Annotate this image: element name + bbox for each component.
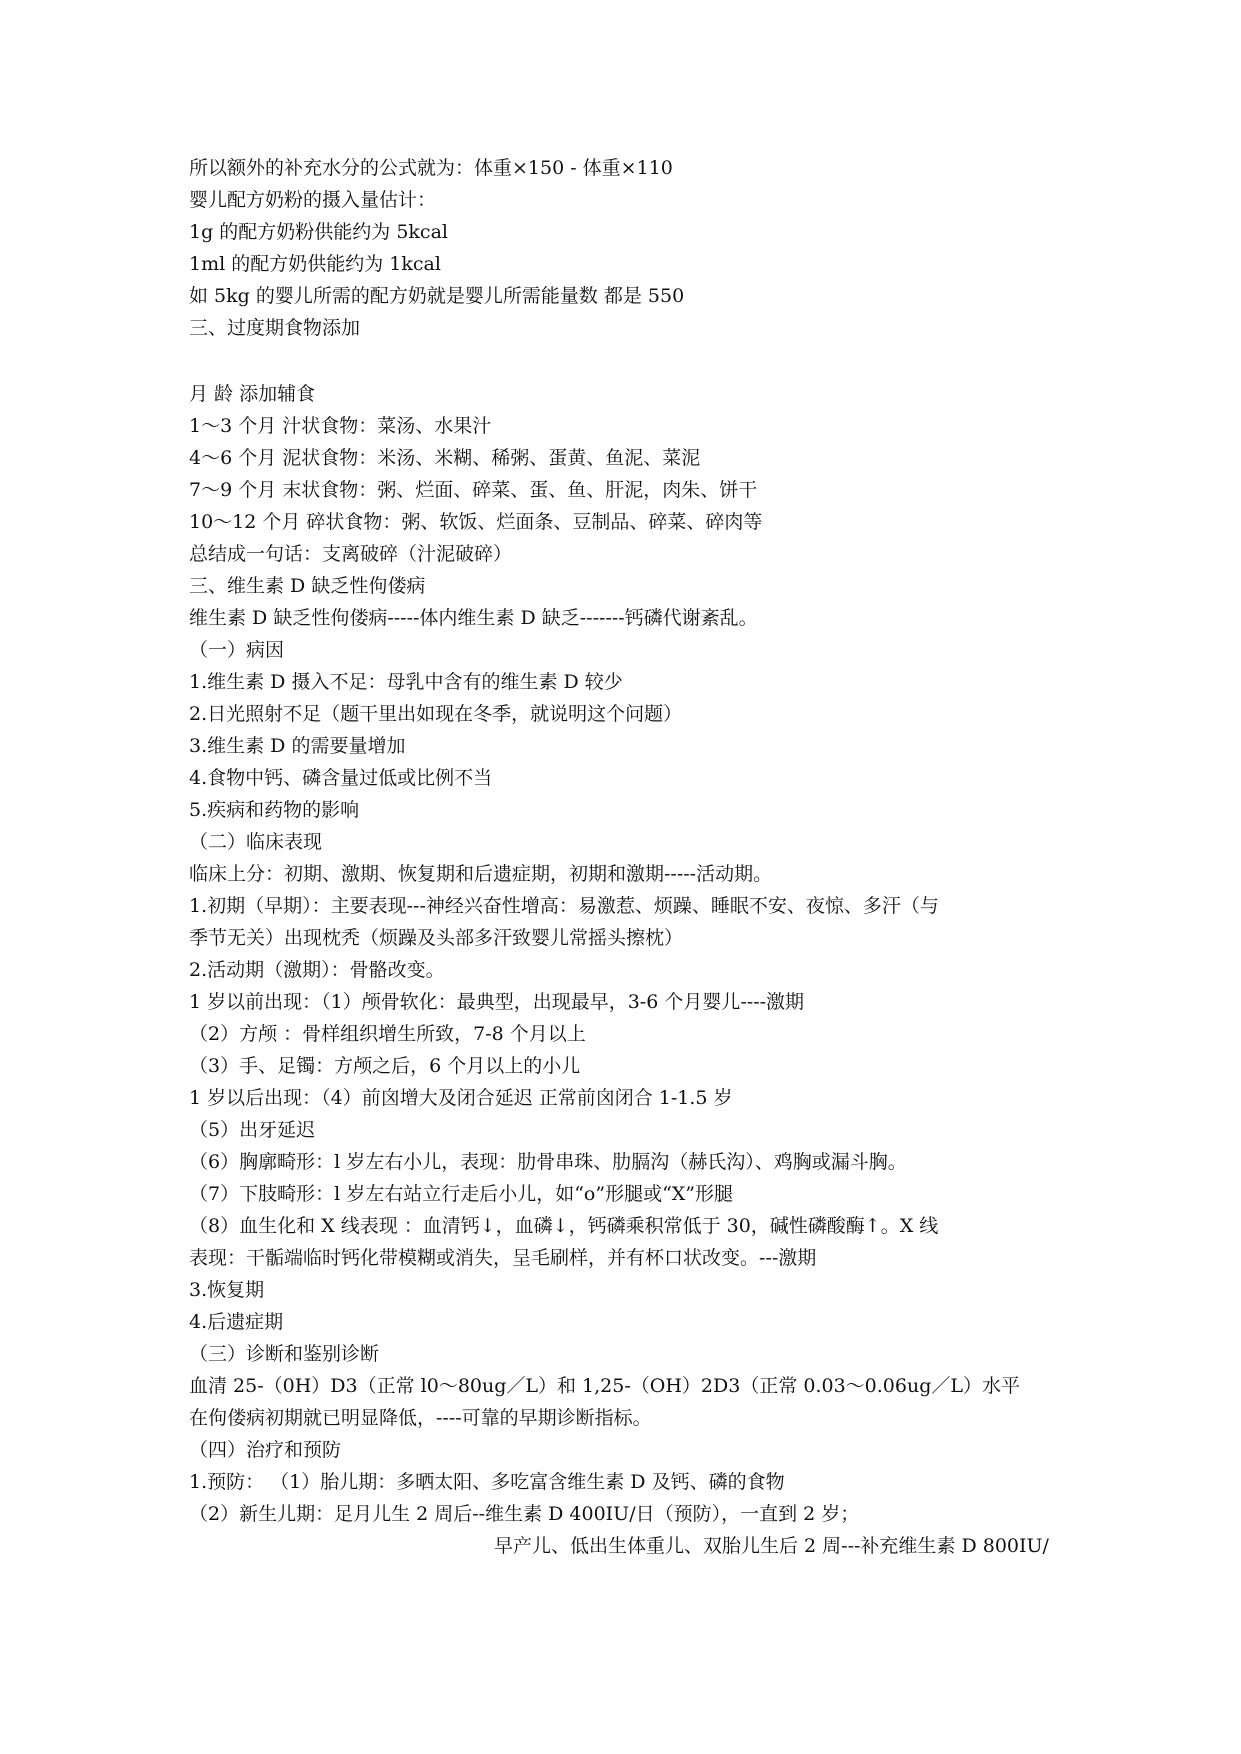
text-line: 1.初期（早期）：主要表现---神经兴奋性增高：易激惹、烦躁、睡眠不安、夜惊、多汗（与 [189, 895, 939, 917]
text-line: （8）血生化和 X 线表现 ：血清钙↓，血磷↓，钙磷乘积常低于 30，碱性磷酸酶↑。X 线 [189, 1215, 939, 1237]
text-line: 1ml 的配方奶供能约为 1kcal [189, 253, 441, 275]
text-line: 2.日光照射不足（题干里出如现在冬季，就说明这个问题） [189, 703, 683, 725]
text-line: 血清 25-（0H）D3（正常 l0～80ug／L）和 1,25-（OH）2D3（正常 0.03～0.06ug／L）水平 [189, 1375, 1021, 1397]
text-line: 4.食物中钙、磷含量过低或比例不当 [189, 767, 493, 789]
subsection-heading: （三）诊断和鉴别诊断 [189, 1343, 380, 1365]
text-line: （7）下肢畸形：l 岁左右站立行走后小儿，如“o”形腿或“X”形腿 [189, 1183, 734, 1205]
text-line: 如 5kg 的婴儿所需的配方奶就是婴儿所需能量数 都是 550 [189, 285, 685, 307]
text-line: 1～3 个月 汁状食物：菜汤、水果汁 [189, 415, 492, 437]
subsection-heading: （二）临床表现 [189, 831, 323, 853]
subsection-heading: （一）病因 [189, 639, 285, 661]
text-line: 4～6 个月 泥状食物：米汤、米糊、稀粥、蛋黄、鱼泥、菜泥 [189, 447, 701, 469]
text-line: 10～12 个月 碎状食物：粥、软饭、烂面条、豆制品、碎菜、碎肉等 [189, 511, 763, 533]
text-line: 1 岁以后出现：（4）前囟增大及闭合延迟 正常前囟闭合 1-1.5 岁 [189, 1087, 733, 1109]
section-heading: 三、过度期食物添加 [189, 317, 361, 339]
text-line: 2.活动期（激期）：骨骼改变。 [189, 959, 445, 981]
text-line: 季节无关）出现枕秃（烦躁及头部多汗致婴儿常摇头擦枕） [189, 927, 684, 949]
text-line: 婴儿配方奶粉的摄入量估计： [189, 189, 437, 211]
text-line: （5）出牙延迟 [189, 1119, 316, 1141]
text-line: （6）胸廓畸形：l 岁左右小儿，表现：肋骨串珠、肋膈沟（赫氏沟）、鸡胸或漏斗胸。 [189, 1151, 907, 1173]
table-header: 月 龄 添加辅食 [189, 383, 316, 405]
subsection-heading: （四）治疗和预防 [189, 1439, 342, 1461]
text-line: 4.后遗症期 [189, 1311, 284, 1333]
text-line: 1 岁以前出现：（1）颅骨软化：最典型，出现最早，3-6 个月婴儿----激期 [189, 991, 805, 1013]
text-line: 5.疾病和药物的影响 [189, 799, 360, 821]
text-line: （2）新生儿期：足月儿生 2 周后--维生素 D 400IU/日（预防），一直到 2 岁； [189, 1503, 860, 1525]
text-line: 3.恢复期 [189, 1279, 265, 1301]
section-heading: 三、维生素 D 缺乏性佝偻病 [189, 575, 426, 597]
text-line: 临床上分：初期、激期、恢复期和后遗症期，初期和激期-----活动期。 [189, 863, 773, 885]
text-line: 3.维生素 D 的需要量增加 [189, 735, 406, 757]
text-line: 1.预防： （1）胎儿期：多晒太阳、多吃富含维生素 D 及钙、磷的食物 [189, 1471, 785, 1493]
text-line: 早产儿、低出生体重儿、双胎儿生后 2 周---补充维生素 D 800IU/ [494, 1535, 1049, 1557]
text-line: 总结成一句话：支离破碎（汁泥破碎） [189, 543, 513, 565]
text-line: 所以额外的补充水分的公式就为：体重×150 - 体重×110 [189, 157, 673, 179]
text-line: 表现：干骺端临时钙化带模糊或消失，呈毛刷样，并有杯口状改变。---激期 [189, 1247, 817, 1269]
text-line: 7～9 个月 末状食物：粥、烂面、碎菜、蛋、鱼、肝泥，肉朱、饼干 [189, 479, 758, 501]
text-line: 在佝偻病初期就已明显降低，----可靠的早期诊断指标。 [189, 1407, 652, 1429]
text-line: 1.维生素 D 摄入不足：母乳中含有的维生素 D 较少 [189, 671, 623, 693]
text-line: （2）方颅 ：骨样组织增生所致，7-8 个月以上 [189, 1023, 586, 1045]
text-line: 维生素 D 缺乏性佝偻病-----体内维生素 D 缺乏-------钙磷代谢紊乱。 [189, 607, 758, 629]
text-line: （3）手、足镯：方颅之后，6 个月以上的小儿 [189, 1055, 581, 1077]
text-line: 1g 的配方奶粉供能约为 5kcal [189, 221, 448, 243]
